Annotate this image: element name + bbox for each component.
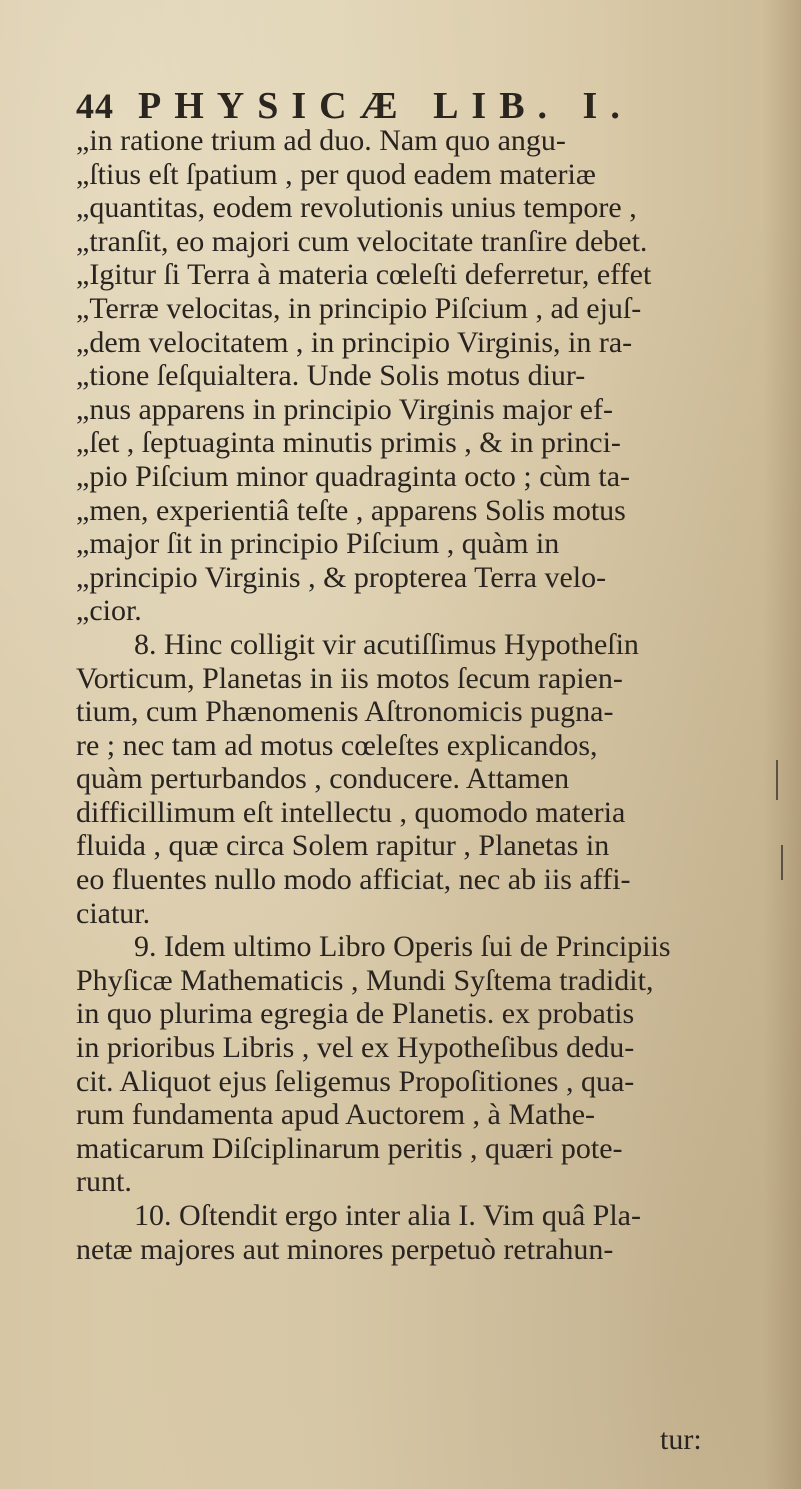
text-line: 9. Idem ultimo Libro Operis ſui de Principiis [134, 930, 671, 964]
text-line: re ; nec tam ad motus cœleſtes explicandos, [76, 728, 598, 762]
text-line: „ſet , ſeptuaginta minutis primis , & in princi- [76, 426, 621, 460]
text-line: „tione ſeſquialtera. Unde Solis motus diur- [76, 359, 586, 393]
text-line: „Igitur ſi Terra à materia cœleſti deferretur, effet [76, 258, 652, 292]
text-line: Vorticum, Planetas in iis motos ſecum rapien- [76, 661, 623, 695]
text-line: „cior. [76, 594, 142, 628]
text-line: „dem velocitatem , in principio Virginis, in ra- [76, 325, 633, 359]
page-number: 44 [76, 86, 114, 126]
page-edge-shadow [763, 0, 801, 1489]
text-line: in quo plurima egregia de Planetis. ex probatis [76, 997, 635, 1031]
text-line: fluida , quæ circa Solem rapitur , Planetas in [76, 829, 610, 863]
text-line: difficillimum eſt intellectu , quomodo materia [76, 795, 626, 829]
text-line: „tranſit, eo majori cum velocitate tranſire debet. [76, 224, 648, 258]
text-line: ciatur. [76, 896, 151, 930]
text-line: rum fundamenta apud Auctorem , à Mathe- [76, 1098, 595, 1132]
running-title: PHYSICÆ LIB. I. [138, 85, 633, 127]
margin-mark [781, 845, 783, 880]
body-text [76, 124, 762, 1266]
text-line: eo fluentes nullo modo afficiat, nec ab iis affi- [76, 863, 631, 897]
text-line: 8. Hinc colligit vir acutiſſimus Hypotheſin [134, 627, 639, 661]
text-line: „Terræ velocitas, in principio Piſcium , ad ejuſ- [76, 291, 642, 325]
text-line: „men, experientiâ teſte , apparens Solis motus [76, 493, 626, 527]
text-line: „ſtius eſt ſpatium , per quod eadem materiæ [76, 157, 596, 191]
text-line: in prioribus Libris , vel ex Hypotheſibus dedu- [76, 1031, 635, 1065]
text-line: „pio Piſcium minor quadraginta octo ; cùm ta- [76, 459, 631, 493]
text-line: 10. Oſtendit ergo inter alia I. Vim quâ Pla- [134, 1199, 641, 1232]
text-line: tium, cum Phænomenis Aſtronomicis pugna- [76, 695, 614, 729]
text-line: cit. Aliquot ejus ſeligemus Propoſitiones , qua- [76, 1064, 635, 1098]
text-line: Phyſicæ Mathematicis , Mundi Syſtema tradidit, [76, 963, 654, 997]
text-line: „in ratione trium ad duo. Nam quo angu- [76, 124, 566, 157]
text-line: „major ſit in principio Piſcium , quàm in [76, 527, 560, 561]
text-line: „quantitas, eodem revolutionis unius tempore , [76, 191, 637, 225]
text-line: netæ majores aut minores perpetuò retrahun- [76, 1232, 614, 1266]
page-header [76, 84, 633, 128]
catchword: tur: [660, 1423, 702, 1456]
text-line: runt. [76, 1165, 132, 1199]
text-line: „principio Virginis , & propterea Terra velo- [76, 560, 607, 594]
text-line: „nus apparens in principio Virginis major ef- [76, 392, 613, 426]
text-line: maticarum Diſciplinarum peritis , quæri pote- [76, 1131, 623, 1165]
margin-mark [776, 760, 778, 800]
text-line: quàm perturbandos , conducere. Attamen [76, 762, 570, 796]
